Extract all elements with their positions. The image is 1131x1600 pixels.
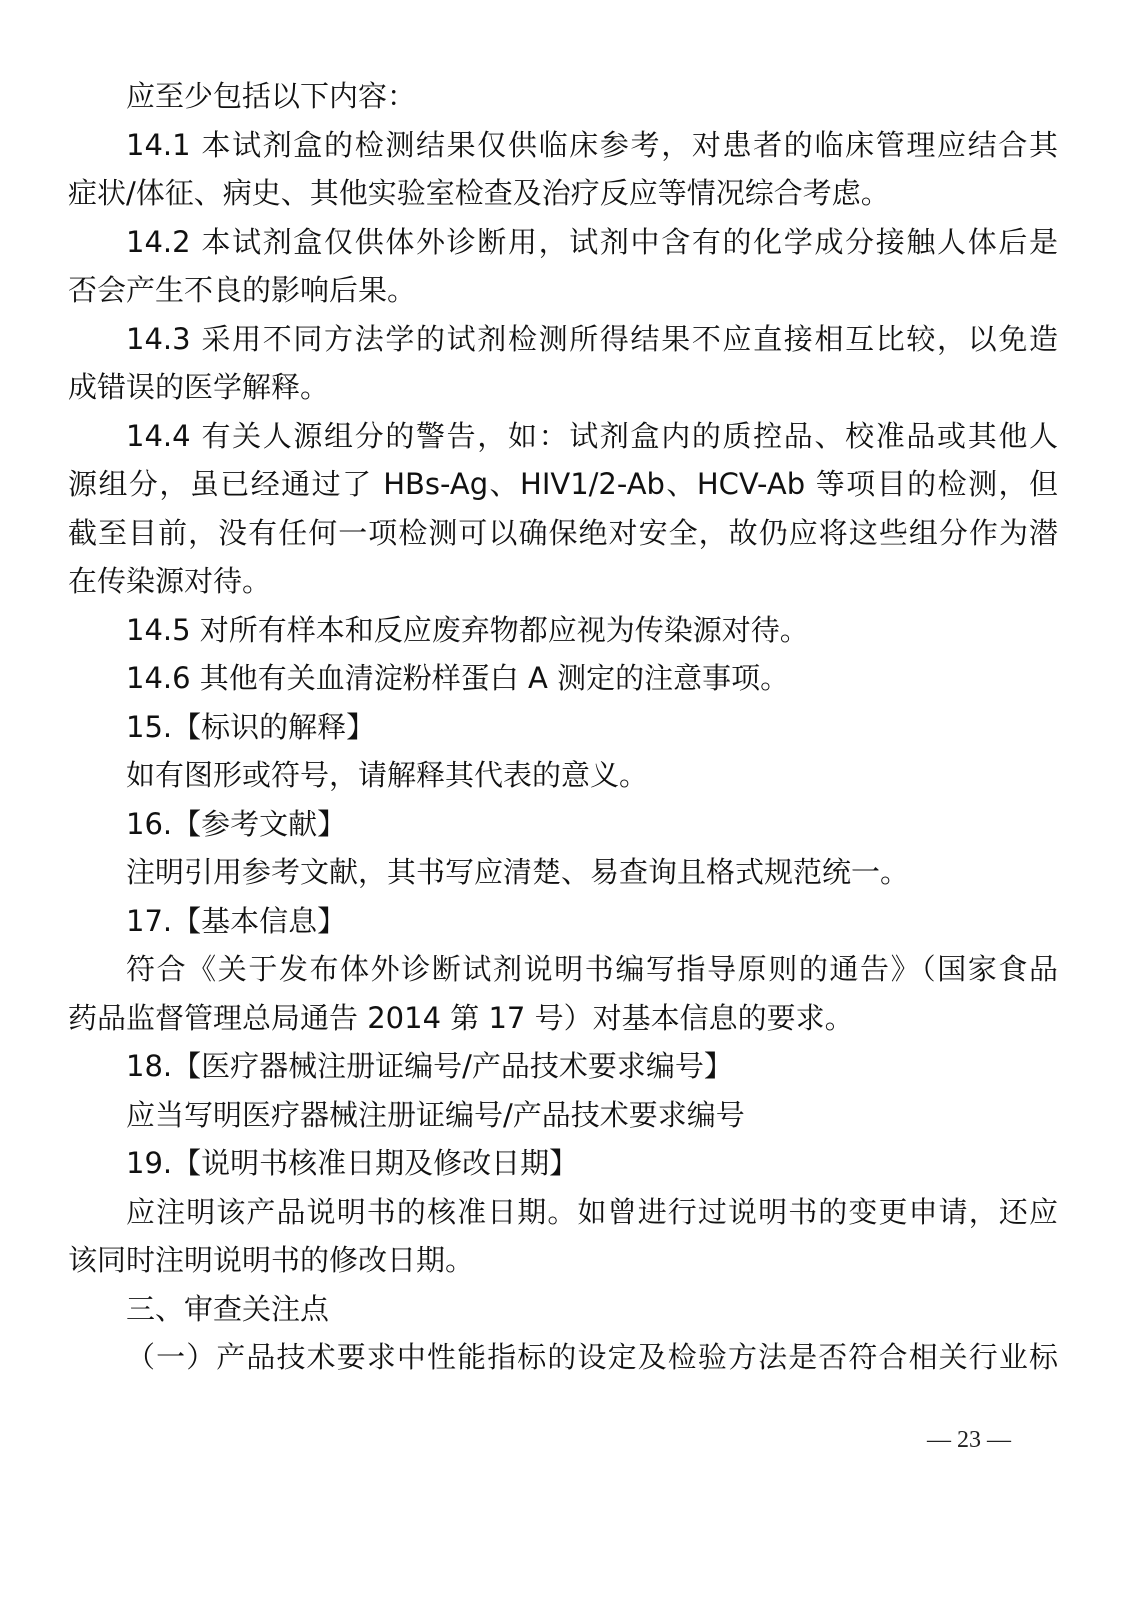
- item-14-1-line-1: 14.1 本试剂盒的检测结果仅供临床参考，对患者的临床管理应结合其: [126, 127, 1058, 162]
- item-14-3-line-2: 成错误的医学解释。: [68, 370, 330, 404]
- section-17-heading: 17.【基本信息】: [126, 903, 347, 938]
- section-19-body-line-2: 该同时注明说明书的修改日期。: [68, 1243, 475, 1277]
- intro-line: 应至少包括以下内容：: [126, 79, 417, 113]
- section-19-heading: 19.【说明书核准日期及修改日期】: [126, 1146, 579, 1180]
- section-16-heading: 16.【参考文献】: [126, 806, 347, 841]
- item-14-6-line: 14.6 其他有关血清淀粉样蛋白 A 测定的注意事项。: [126, 661, 790, 695]
- review-point-1-line: （一）产品技术要求中性能指标的设定及检验方法是否符合相关行业标: [126, 1340, 1058, 1374]
- item-14-1-line-2: 症状/体征、病史、其他实验室检查及治疗反应等情况综合考虑。: [68, 176, 890, 210]
- review-points-heading: 三、审查关注点: [126, 1291, 330, 1326]
- item-14-3-line-1: 14.3 采用不同方法学的试剂检测所得结果不应直接相互比较，以免造: [126, 321, 1058, 356]
- section-15-heading: 15.【标识的解释】: [126, 709, 376, 744]
- item-14-5-line: 14.5 对所有样本和反应废弃物都应视为传染源对待。: [126, 612, 809, 647]
- section-16-body: 注明引用参考文献，其书写应清楚、易查询且格式规范统一。: [126, 855, 910, 889]
- item-14-4-line-1: 14.4 有关人源组分的警告，如：试剂盒内的质控品、校准品或其他人: [126, 418, 1058, 453]
- page-number: — 23 —: [927, 1427, 1011, 1453]
- item-14-4-line-3: 截至目前，没有任何一项检测可以确保绝对安全，故仍应将这些组分作为潜: [68, 515, 1058, 550]
- section-17-body-line-1: 符合《关于发布体外诊断试剂说明书编写指导原则的通告》（国家食品: [126, 952, 1058, 986]
- item-14-2-line-2: 否会产生不良的影响后果。: [68, 273, 417, 307]
- document-body: [68, 72, 1058, 1382]
- item-14-4-line-2: 源组分，虽已经通过了 HBs-Ag、HIV1/2-Ab、HCV-Ab 等项目的检测，但: [68, 467, 1058, 501]
- item-14-4-line-4: 在传染源对待。: [68, 564, 272, 598]
- section-18-heading: 18.【医疗器械注册证编号/产品技术要求编号】: [126, 1049, 733, 1083]
- section-17-body-line-2: 药品监督管理总局通告 2014 第 17 号）对基本信息的要求。: [68, 1000, 854, 1035]
- section-18-body: 应当写明医疗器械注册证编号/产品技术要求编号: [126, 1097, 745, 1132]
- section-19-body-line-1: 应注明该产品说明书的核准日期。如曾进行过说明书的变更申请，还应: [126, 1194, 1058, 1229]
- item-14-2-line-1: 14.2 本试剂盒仅供体外诊断用，试剂中含有的化学成分接触人体后是: [126, 224, 1058, 259]
- section-15-body: 如有图形或符号，请解释其代表的意义。: [126, 758, 649, 792]
